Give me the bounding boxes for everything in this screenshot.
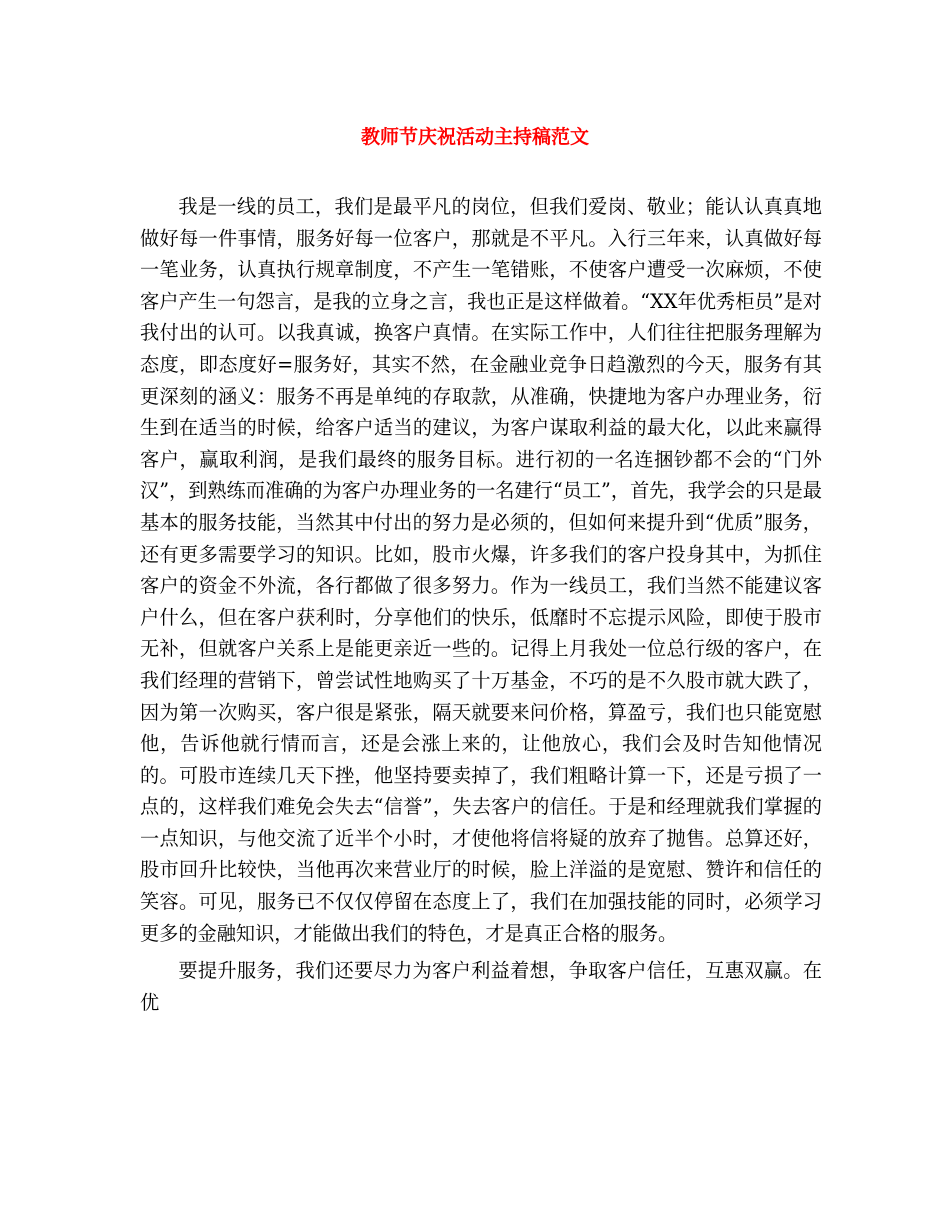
paragraph: 我是一线的员工，我们是最平凡的岗位，但我们爱岗、敬业；能认认真真地做好每一件事情，服务好每一位客户，那就是不平凡。入行三年来，认真做好每一笔业务，认真执行规章制度，不产生一笔错账，不使客户遭受一次麻烦，不使客户产生一句怨言，是我的立身之言，我也正是这样做着。“XX年优秀柜员”是对我付出的认可。以我真诚，换客户真情。在实际工作中，人们往往把服务理解为态度，即态度好=服务好，其实不然，在金融业竞争日趋激烈的今天，服务有其更深刻的涵义：服务不再是单纯的存取款，从准确，快捷地为客户办理业务，衍生到在适当的时候，给客户适当的建议，为客户谋取利益的最大化，以此来赢得客户，赢取利润，是我们最终的服务目标。进行初的一名连捆钞都不会的“门外汉”，到熟练而准确的为客户办理业务的一名建行“员工”，首先，我学会的只是最基本的服务技能，当然其中付出的努力是必须的，但如何来提升到“优质”服务，还有更多需要学习的知识。比如，股市火爆，许多我们的客户投身其中，为抓住客户的资金不外流，各行都做了很多努力。作为一线员工，我们当然不能建议客户什么，但在客户获利时，分享他们的快乐，低靡时不忘提示风险，即使于股市无补，但就客户关系上是能更亲近一些的。记得上月我处一位总行级的客户，在我们经理的营销下，曾尝试性地购买了十万基金，不巧的是不久股市就大跌了，因为第一次购买，客户很是紧张，隔天就要来问价格，算盈亏，我们也只能宽慰他，告诉他就行情而言，还是会涨上来的，让他放心，我们会及时告知他情况的。可股市连续几天下挫，他坚持要卖掉了，我们粗略计算一下，还是亏损了一点的，这样我们难免会失去“信誉”，失去客户的信任。于是和经理就我们掌握的一点知识，与他交流了近半个小时，才使他将信将疑的放弃了抛售。总算还好，股市回升比较快，当他再次来营业厅的时候，脸上洋溢的是宽慰、赞许和信任的笑容。可见，服务已不仅仅停留在态度上了，我们在加强技能的同时，必须学习更多的金融知识，才能做出我们的特色，才是真正合格的服务。 [140,195,822,945]
paragraph: 要提升服务，我们还要尽力为客户利益着想，争取客户信任，互惠双赢。在优 [140,959,822,1014]
document-body [140,191,822,1024]
document-title: 教师节庆祝活动主持稿范文 [360,126,589,148]
